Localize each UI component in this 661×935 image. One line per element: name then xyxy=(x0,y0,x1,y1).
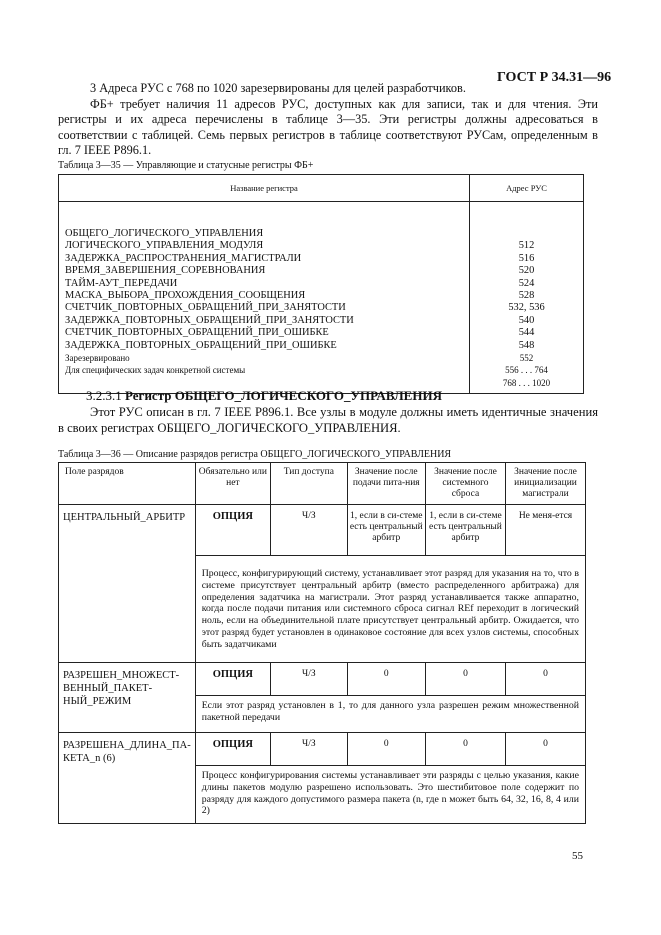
after-reset-value: 0 xyxy=(425,733,505,766)
table-36 xyxy=(58,462,586,824)
register-address: 528 xyxy=(518,289,535,301)
register-address: 524 xyxy=(518,277,535,289)
table-35-address-column xyxy=(470,202,584,394)
header-after-init: Значение после инициализации магистрали xyxy=(506,463,586,505)
register-name: СЧЕТЧИК_ПОВТОРНЫХ_ОБРАЩЕНИЙ_ПРИ_ОШИБКЕ xyxy=(65,327,329,339)
header-mandatory: Обязательно или нет xyxy=(195,463,270,505)
register-address: 548 xyxy=(518,339,535,351)
table-35-caption: Таблица 3—35 — Управляющие и статусные регистры ФБ+ xyxy=(58,160,314,171)
table-35-header-address: Адрес РУС xyxy=(470,175,584,202)
mandatory-value: ОПЦИЯ xyxy=(195,733,270,766)
section-text: Этот РУС описан в гл. 7 IEEE P896.1. Все узлы в модуле должны иметь идентичные значения в своих регистрах ОБЩЕГО_ЛОГИЧЕСКОГО_УПРАВЛЕНИЯ. xyxy=(58,405,598,435)
register-address: 516 xyxy=(518,252,535,264)
register-address: 540 xyxy=(518,314,535,326)
register-name: ЗАДЕРЖКА_ПОВТОРНЫХ_ОБРАЩЕНИЙ_ПРИ_ОШИБКЕ xyxy=(65,339,337,351)
section-heading xyxy=(86,388,442,404)
table-36-caption: Таблица 3—36 — Описание разрядов регистра ОБЩЕГО_ЛОГИЧЕСКОГО_УПРАВЛЕНИЯ xyxy=(58,449,452,460)
register-name: СЧЕТЧИК_ПОВТОРНЫХ_ОБРАЩЕНИЙ_ПРИ_ЗАНЯТОСТИ xyxy=(65,302,346,314)
table-36-header-row xyxy=(59,463,586,505)
section-text-block xyxy=(58,405,598,436)
table-row xyxy=(59,733,586,766)
section-number: 3.2.3.1 xyxy=(86,388,122,403)
register-address: 532, 536 xyxy=(508,302,545,314)
table-row xyxy=(59,505,586,556)
register-name: ЗАДЕРЖКА_РАСПРОСТРАНЕНИЯ_МАГИСТРАЛИ xyxy=(65,252,302,264)
register-name: МАСКА_ВЫБОРА_ПРОХОЖДЕНИЯ_СООБЩЕНИЯ xyxy=(65,289,306,301)
field-name: РАЗРЕШЕН_МНОЖЕСТ-ВЕННЫЙ_ПАКЕТ-НЫЙ_РЕЖИМ xyxy=(59,663,196,733)
register-name: Для специфических задач конкретной системы xyxy=(65,365,246,376)
field-description: Процесс конфигурирования системы устанавливает эти разряды с целью указания, какие длины пакетов модулю разрешено использовать. Это шестибитовое поле содержит по разряду для каждого допустимого размера пакета (n, где n может быть 64, 32, 16, 8, 4 или 2) xyxy=(195,766,585,824)
register-address xyxy=(476,228,577,240)
intro-main-paragraph: ФБ+ требует наличия 11 адресов РУС, доступных как для записи, так и для чтения. Эти регистры и их адреса перечислены в таблице 3—35. Эти регистры должны адресоваться в соответствии с таблицей. Семь первых регистров в таблице соответствуют РУСам, определенным в гл. 7 IEEE P896.1. xyxy=(58,96,598,157)
header-access: Тип доступа xyxy=(271,463,348,505)
field-description: Процесс, конфигурирующий систему, устанавливает этот разряд для указания на то, что в системе присутствует центральный арбитр (вместо распределенного арбитража) для определения задатчика на магистрали. Этот разряд устанавливается также аппаратно, когда после подачи питания или системного сброса сигнал REf переходит в логический ноль, если на объединительной плате присутствует центральный арбитр. Ожидается, что этот разряд будет установлен в одинаковое состояние для всех узлов системы, способных быть задатчиками xyxy=(195,556,585,663)
register-name: ТАЙМ-АУТ_ПЕРЕДАЧИ xyxy=(65,277,178,289)
after-init-value: Не меня-ется xyxy=(506,505,586,556)
after-init-value: 0 xyxy=(506,733,586,766)
register-address: 552 xyxy=(519,352,534,363)
register-name: ЗАДЕРЖКА_ПОВТОРНЫХ_ОБРАЩЕНИЙ_ПРИ_ЗАНЯТОСТИ xyxy=(65,314,354,326)
register-name: ОБЩЕГО_ЛОГИЧЕСКОГО_УПРАВЛЕНИЯ xyxy=(65,228,264,239)
mandatory-value: ОПЦИЯ xyxy=(195,505,270,556)
after-reset-value: 1, если в си-стеме есть центральный арбитр xyxy=(425,505,505,556)
access-value: Ч/З xyxy=(271,505,348,556)
table-35-names-column xyxy=(59,202,470,394)
after-power-value: 1, если в си-стеме есть центральный арбитр xyxy=(347,505,425,556)
register-address: 520 xyxy=(518,265,535,277)
access-value: Ч/З xyxy=(271,663,348,696)
field-name: РАЗРЕШЕНА_ДЛИНА_ПА-КЕТА_n (6) xyxy=(59,733,196,824)
intro-text xyxy=(58,81,598,159)
register-name: ЛОГИЧЕСКОГО_УПРАВЛЕНИЯ_МОДУЛЯ xyxy=(65,240,264,252)
mandatory-value: ОПЦИЯ xyxy=(195,663,270,696)
table-35-header-name: Название регистра xyxy=(59,175,470,202)
register-address: 556 . . . 764 xyxy=(505,365,548,376)
header-field: Поле разрядов xyxy=(59,463,196,505)
after-power-value: 0 xyxy=(347,733,425,766)
register-address: 512 xyxy=(518,240,535,252)
field-name: ЦЕНТРАЛЬНЫЙ_АРБИТР xyxy=(59,505,196,663)
document-code: ГОСТ Р 34.31—96 xyxy=(497,70,612,85)
register-name: ВРЕМЯ_ЗАВЕРШЕНИЯ_СОРЕВНОВАНИЯ xyxy=(65,265,266,277)
after-init-value: 0 xyxy=(506,663,586,696)
register-name: Зарезервировано xyxy=(65,352,130,363)
table-row xyxy=(59,663,586,696)
section-title: Регистр ОБЩЕГО_ЛОГИЧЕСКОГО_УПРАВЛЕНИЯ xyxy=(125,388,442,403)
register-address: 768 . . . 1020 xyxy=(502,377,551,388)
intro-note-paragraph: 3 Адреса РУС с 768 по 1020 зарезервированы для целей разработчиков. xyxy=(90,81,466,95)
table-35 xyxy=(58,174,584,394)
header-after-power: Значение после подачи пита-ния xyxy=(347,463,425,505)
after-power-value: 0 xyxy=(347,663,425,696)
after-reset-value: 0 xyxy=(425,663,505,696)
page-number: 55 xyxy=(572,850,583,862)
field-description: Если этот разряд установлен в 1, то для данного узла разрешен режим множественной пакетной передачи xyxy=(195,696,585,733)
access-value: Ч/З xyxy=(271,733,348,766)
header-after-reset: Значение после системного сброса xyxy=(425,463,505,505)
register-address: 544 xyxy=(518,327,535,339)
